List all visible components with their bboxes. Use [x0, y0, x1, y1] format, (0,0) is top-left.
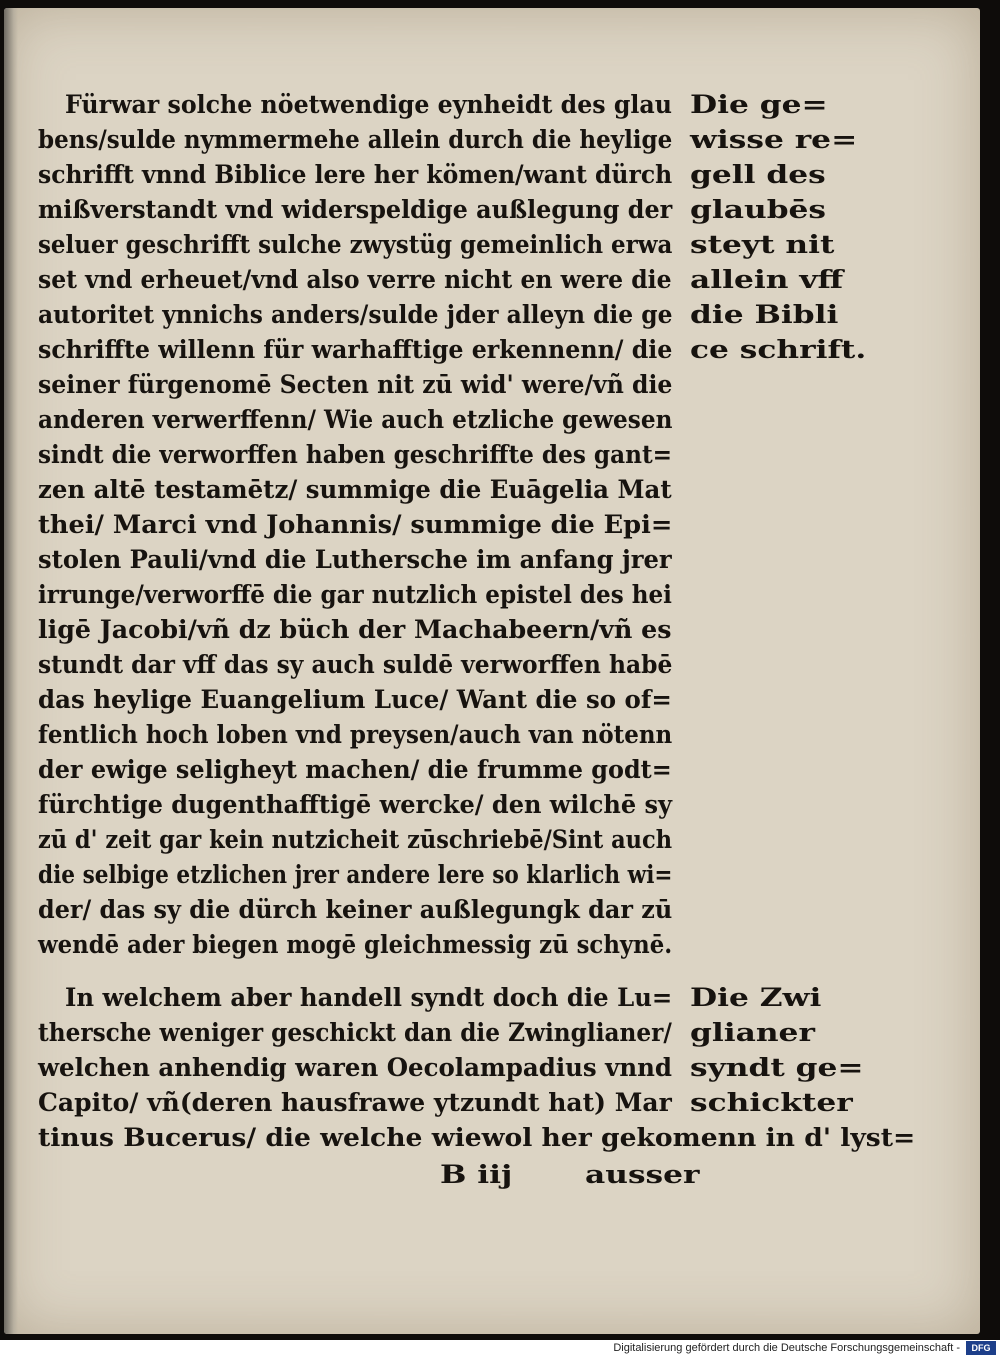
- main-text-line: Fürwar solche nöetwendige eynheidt des glau: [65, 90, 672, 119]
- marginal-note-line: Die Zwi: [690, 983, 822, 1012]
- main-text-line: stolen Pauli/vnd die Luthersche im anfang jrer: [38, 545, 672, 574]
- main-text-line: thei/ Marci vnd Johannis/ summige die Epi=: [38, 510, 673, 539]
- marginal-note-line: syndt ge=: [690, 1053, 864, 1082]
- paragraph-two-line: welchen anhendig waren Oecolampadius vnnd: [38, 1053, 673, 1082]
- main-text-line: bens/sulde nymmermehe allein durch die heylige: [38, 125, 673, 154]
- marginal-note-line: ce schrift.: [690, 335, 867, 364]
- marginal-note-line: die Bibli: [690, 300, 839, 329]
- main-text-line: schriffte willenn für warhafftige erkennenn/ die: [38, 335, 673, 364]
- main-text-line: der ewige seligheyt machen/ die frumme godt=: [38, 755, 672, 784]
- main-text-line: fürchtige dugenthafftigē wercke/ den wilchē sy: [38, 790, 672, 819]
- signature-mark: B iij: [440, 1160, 513, 1189]
- paragraph-two-line: In welchem aber handell syndt doch die Lu=: [65, 983, 673, 1012]
- catchword: ausser: [585, 1160, 700, 1189]
- main-text-line: stundt dar vff das sy auch suldē verworffen habē: [38, 650, 673, 679]
- main-text-line: set vnd erheuet/vnd also verre nicht en were die: [38, 265, 672, 294]
- main-text-line: irrunge/verworffē die gar nutzlich epistel des hei: [38, 580, 672, 609]
- paragraph-two-line: Capito/ vñ(deren hausfrawe ytzundt hat) Mar: [38, 1088, 672, 1117]
- page-gutter-shadow: [4, 8, 18, 1334]
- marginal-note-line: gell des: [690, 160, 826, 189]
- paragraph-two-line: thersche weniger geschickt dan die Zwinglianer/: [38, 1018, 672, 1047]
- marginal-note-line: allein vff: [690, 265, 844, 294]
- main-text-line: die selbige etzlichen jrer andere lere so klarlich wi=: [38, 860, 673, 889]
- marginal-note-line: Die ge=: [690, 90, 828, 119]
- main-text-line: seiner fürgenomē Secten nit zū wid' were/vñ die: [38, 370, 673, 399]
- marginal-note-line: schickter: [690, 1088, 853, 1117]
- main-text-line: der/ das sy die dürch keiner außlegungk dar zū: [38, 895, 673, 924]
- marginal-note-line: wisse re=: [690, 125, 858, 154]
- marginal-note-line: steyt nit: [690, 230, 835, 259]
- main-text-line: fentlich hoch loben vnd preysen/auch van nötenn: [38, 720, 673, 749]
- main-text-line: seluer geschrifft sulche zwystüg gemeinlich erwa: [38, 230, 673, 259]
- main-text-line: schrifft vnnd Biblice lere her kömen/want dürch: [38, 160, 673, 189]
- main-text-line: zen altē testamētz/ summige die Euāgelia Mat: [38, 475, 672, 504]
- main-text-line: mißverstandt vnd widerspeldige außlegung der: [38, 195, 673, 224]
- marginal-note-line: glianer: [690, 1018, 815, 1047]
- dfg-logo: DFG: [966, 1341, 996, 1355]
- footer-credit: Digitalisierung gefördert durch die Deutsche Forschungsgemeinschaft -: [613, 1342, 960, 1354]
- main-text-line: ligē Jacobi/vñ dz büch der Machabeern/vñ es: [38, 615, 672, 644]
- main-text-line: das heylige Euangelium Luce/ Want die so of=: [38, 685, 672, 714]
- main-text-line: autoritet ynnichs anders/sulde jder alleyn die ge: [38, 300, 673, 329]
- main-text-line: wendē ader biegen mogē gleichmessig zū schynē.: [38, 930, 673, 959]
- main-text-line: zū d' zeit gar kein nutzicheit zūschriebē/Sint auch: [38, 825, 673, 854]
- marginal-note-line: glaubēs: [690, 195, 827, 224]
- main-text-line: anderen verwerffenn/ Wie auch etzliche gewesen: [38, 405, 673, 434]
- paragraph-two-line: tinus Bucerus/ die welche wiewol her gekomenn in d' lyst=: [38, 1123, 916, 1152]
- main-text-line: sindt die verworffen haben geschriffte des gant=: [38, 440, 673, 469]
